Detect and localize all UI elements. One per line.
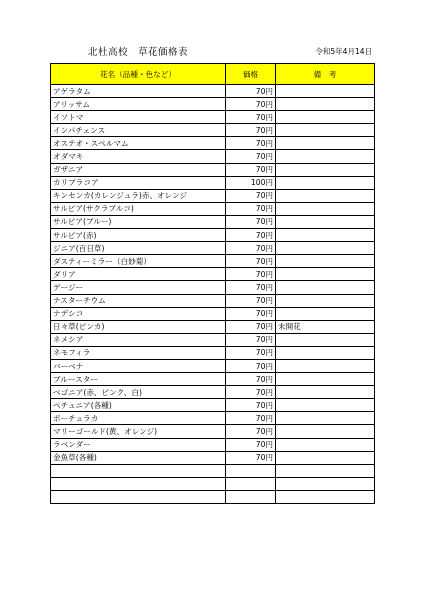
note-cell — [276, 85, 375, 98]
flower-name-cell: ラベンダー — [51, 438, 226, 451]
flower-name-cell: ダリア — [51, 268, 226, 281]
table-row — [51, 176, 375, 189]
note-cell — [276, 255, 375, 268]
flower-name-cell: サルビア(赤) — [51, 229, 226, 242]
note-cell — [276, 242, 375, 255]
flower-name-cell: イソトマ — [51, 111, 226, 124]
price-cell: 70円 — [226, 320, 276, 333]
flower-name-cell: ガザニア — [51, 163, 226, 176]
table-row — [51, 425, 375, 438]
note-cell — [276, 399, 375, 412]
price-cell: 70円 — [226, 98, 276, 111]
page-title: 北杜高校 草花価格表 — [88, 47, 189, 58]
table-row — [51, 490, 375, 503]
price-cell: 70円 — [226, 307, 276, 320]
flower-name-cell: ネメシア — [51, 333, 226, 346]
flower-name-cell: サルビア(サクラブルコ) — [51, 202, 226, 215]
column-header-note: 備 考 — [276, 64, 375, 85]
note-cell — [276, 215, 375, 228]
flower-name-cell: デージー — [51, 281, 226, 294]
table-row — [51, 386, 375, 399]
table-row — [51, 85, 375, 98]
price-cell: 70円 — [226, 255, 276, 268]
table-row — [51, 359, 375, 372]
table-row — [51, 307, 375, 320]
flower-name-cell: ポーチュラカ — [51, 412, 226, 425]
flower-name-cell — [51, 464, 226, 477]
table-row — [51, 294, 375, 307]
table-row — [51, 229, 375, 242]
flower-name-cell: アリッサム — [51, 98, 226, 111]
flower-name-cell: マリーゴールド(黄、オレンジ) — [51, 425, 226, 438]
table-row — [51, 202, 375, 215]
note-cell — [276, 268, 375, 281]
note-cell — [276, 163, 375, 176]
flower-name-cell: ネモフィラ — [51, 346, 226, 359]
note-cell — [276, 124, 375, 137]
note-cell — [276, 281, 375, 294]
note-cell — [276, 150, 375, 163]
price-cell: 70円 — [226, 215, 276, 228]
table-row — [51, 451, 375, 464]
price-cell: 70円 — [226, 150, 276, 163]
flower-name-cell — [51, 490, 226, 503]
flower-name-cell: オステオ・スペルマム — [51, 137, 226, 150]
price-cell: 70円 — [226, 137, 276, 150]
price-cell: 70円 — [226, 111, 276, 124]
price-cell: 70円 — [226, 268, 276, 281]
table-row — [51, 333, 375, 346]
table-body — [51, 85, 375, 504]
note-cell — [276, 307, 375, 320]
note-cell — [276, 229, 375, 242]
price-cell: 70円 — [226, 373, 276, 386]
price-cell — [226, 490, 276, 503]
column-header-price: 価格 — [226, 64, 276, 85]
note-cell — [276, 346, 375, 359]
table-row — [51, 281, 375, 294]
note-cell — [276, 451, 375, 464]
flower-name-cell: ナデシコ — [51, 307, 226, 320]
price-cell: 70円 — [226, 294, 276, 307]
flower-name-cell: サルビア(ブルー) — [51, 215, 226, 228]
price-cell: 70円 — [226, 242, 276, 255]
price-cell: 70円 — [226, 425, 276, 438]
table-row — [51, 477, 375, 490]
document-date: 令和5年4月14日 — [315, 47, 372, 56]
note-cell — [276, 386, 375, 399]
table-row — [51, 215, 375, 228]
flower-name-cell: カリブラコア — [51, 176, 226, 189]
price-table — [50, 63, 375, 504]
flower-name-cell: 金魚草(各種) — [51, 451, 226, 464]
table-row — [51, 438, 375, 451]
price-cell: 100円 — [226, 176, 276, 189]
note-cell — [276, 189, 375, 202]
note-cell — [276, 477, 375, 490]
table-row — [51, 412, 375, 425]
table-row — [51, 268, 375, 281]
price-cell: 70円 — [226, 202, 276, 215]
note-cell — [276, 438, 375, 451]
table-row — [51, 189, 375, 202]
note-cell — [276, 137, 375, 150]
price-cell: 70円 — [226, 399, 276, 412]
flower-name-cell: キンセンカ(カレンジュラ)赤、オレンジ — [51, 189, 226, 202]
table-row — [51, 137, 375, 150]
note-cell — [276, 111, 375, 124]
flower-name-cell: インパチェンス — [51, 124, 226, 137]
note-cell — [276, 176, 375, 189]
table-row — [51, 464, 375, 477]
table-row — [51, 255, 375, 268]
price-cell — [226, 464, 276, 477]
flower-name-cell: ブルースター — [51, 373, 226, 386]
table-row — [51, 346, 375, 359]
price-cell: 70円 — [226, 163, 276, 176]
note-cell — [276, 294, 375, 307]
table-row — [51, 242, 375, 255]
flower-name-cell: ペチュニア(各種) — [51, 399, 226, 412]
flower-name-cell — [51, 477, 226, 490]
note-cell — [276, 373, 375, 386]
price-cell: 70円 — [226, 359, 276, 372]
price-cell: 70円 — [226, 189, 276, 202]
note-cell: 未開花 — [276, 320, 375, 333]
note-cell — [276, 464, 375, 477]
price-cell: 70円 — [226, 451, 276, 464]
price-cell: 70円 — [226, 346, 276, 359]
price-cell: 70円 — [226, 281, 276, 294]
note-cell — [276, 202, 375, 215]
price-cell: 70円 — [226, 386, 276, 399]
flower-name-cell: バーベナ — [51, 359, 226, 372]
table-row — [51, 373, 375, 386]
note-cell — [276, 412, 375, 425]
table-row — [51, 124, 375, 137]
flower-name-cell: ジニア(百日草) — [51, 242, 226, 255]
column-header-name: 花名（品種・色など） — [51, 64, 226, 85]
note-cell — [276, 490, 375, 503]
price-cell: 70円 — [226, 124, 276, 137]
note-cell — [276, 333, 375, 346]
table-row — [51, 111, 375, 124]
flower-name-cell: ベゴニア(赤、ピンク、白) — [51, 386, 226, 399]
price-cell — [226, 477, 276, 490]
flower-name-cell: ナスターチウム — [51, 294, 226, 307]
price-cell: 70円 — [226, 438, 276, 451]
table-row — [51, 163, 375, 176]
price-cell: 70円 — [226, 229, 276, 242]
table-row — [51, 98, 375, 111]
table-row — [51, 320, 375, 333]
price-cell: 70円 — [226, 85, 276, 98]
price-cell: 70円 — [226, 333, 276, 346]
table-row — [51, 150, 375, 163]
note-cell — [276, 98, 375, 111]
flower-name-cell: オダマキ — [51, 150, 226, 163]
flower-name-cell: 日々草(ピンカ) — [51, 320, 226, 333]
table-row — [51, 399, 375, 412]
table-header-row — [51, 64, 375, 85]
flower-name-cell: アゲラタム — [51, 85, 226, 98]
flower-name-cell: ダスティーミラー（白妙菊） — [51, 255, 226, 268]
note-cell — [276, 359, 375, 372]
note-cell — [276, 425, 375, 438]
price-cell: 70円 — [226, 412, 276, 425]
